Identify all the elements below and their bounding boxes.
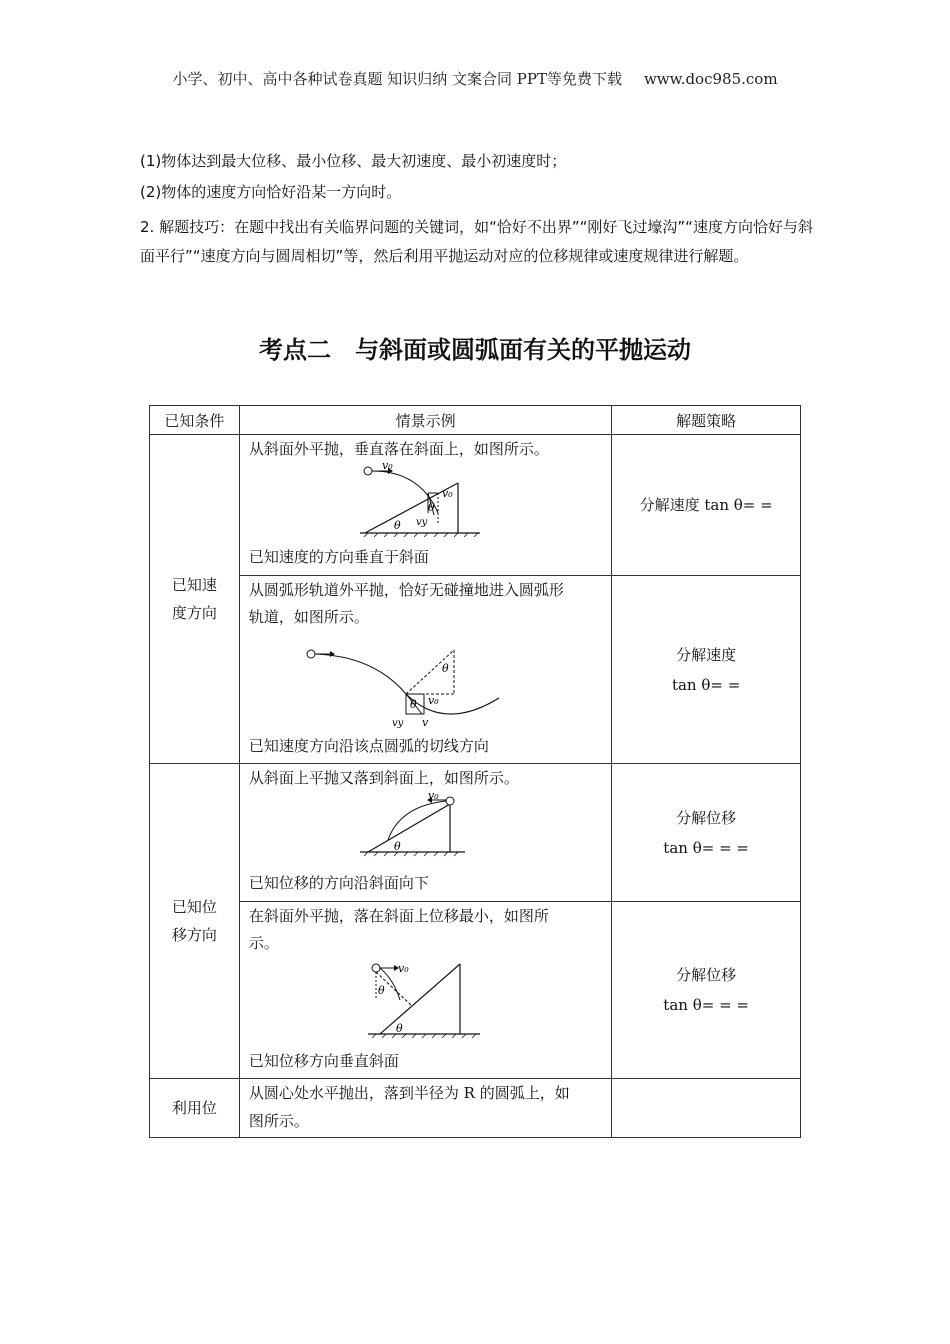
- table-row: [150, 576, 801, 764]
- label-vy: vy: [415, 517, 428, 528]
- scene-cell: [239, 764, 611, 902]
- scene-text: 从斜面外平抛，垂直落在斜面上，如图所示。: [248, 440, 549, 458]
- scene-text: 图所示。: [248, 1112, 309, 1130]
- label-theta: θ: [393, 519, 401, 532]
- scene-caption: 已知速度方向沿该点圆弧的切线方向: [248, 737, 489, 755]
- header-strategy: 解题策略: [612, 406, 801, 435]
- scene-caption: 已知速度的方向垂直于斜面: [248, 548, 429, 566]
- header-text: 小学、初中、高中各种试卷真题 知识归纳 文案合同 PPT等免费下载: [172, 70, 622, 88]
- scene-text: 示。: [248, 934, 279, 952]
- header-condition: 已知条件: [150, 406, 240, 435]
- paragraph-2: (2)物体的速度方向恰好沿某一方向时。: [140, 183, 402, 201]
- scene-caption: 已知位移方向垂直斜面: [248, 1052, 399, 1070]
- figure-arc-tangent: [304, 642, 504, 728]
- scene-caption: 已知位移的方向沿斜面向下: [248, 874, 429, 892]
- header-site[interactable]: www.doc985.com: [643, 70, 778, 88]
- label-theta2: θ: [427, 501, 435, 514]
- label-v0: v₀: [427, 792, 439, 802]
- label-theta2: θ: [409, 698, 417, 711]
- table-header-row: [150, 406, 801, 435]
- scene-text: 从斜面上平抛又落到斜面上，如图所示。: [248, 769, 519, 787]
- strategy-table: [149, 405, 801, 1138]
- scene-cell: [239, 576, 611, 764]
- scene-text: 轨道，如图所示。: [248, 608, 369, 626]
- strategy-cell: 分解速度 tan θ= =: [612, 435, 801, 576]
- section-title: [0, 330, 950, 365]
- table-row: [150, 764, 801, 902]
- figure-min-displacement: [368, 960, 488, 1040]
- label-theta: θ: [377, 984, 385, 997]
- strategy-cell: 分解位移 tan θ= = =: [612, 902, 801, 1079]
- paragraph-3: 2. 解题技巧：在题中找出有关临界问题的关键词，如“恰好不出界”“刚好飞过壕沟”“速度方向恰好与斜面平行”“速度方向与圆周相切”等，然后利用平抛运动对应的位移规律或速度规律进行解题。: [140, 218, 813, 265]
- paragraph-1: (1)物体达到最大位移、最小位移、最大初速度、最小初速度时；: [140, 152, 567, 170]
- label-v0: v₀: [427, 694, 439, 707]
- scene-cell: [239, 435, 611, 576]
- section-title-label: 考点二: [259, 336, 331, 364]
- label-vy: vy: [391, 718, 404, 728]
- table-row: [150, 435, 801, 576]
- scene-text: 从圆心处水平抛出，落到半径为 R 的圆弧上，如: [248, 1084, 570, 1102]
- scene-text: 从圆弧形轨道外平抛，恰好无碰撞地进入圆弧形: [248, 581, 564, 599]
- label-theta: θ: [441, 662, 449, 675]
- label-v: v: [421, 716, 429, 728]
- scene-text: 在斜面外平抛，落在斜面上位移最小，如图所: [248, 907, 549, 925]
- figure-incline-to-incline: [360, 792, 470, 858]
- scene-cell: [239, 902, 611, 1079]
- label-v0: v₀: [381, 463, 393, 472]
- header-scene: 情景示例: [239, 406, 611, 435]
- condition-position: 利用位: [150, 1079, 240, 1138]
- condition-displacement: 已知位 移方向: [150, 764, 240, 1079]
- table-row: [150, 902, 801, 1079]
- strategy-cell: [612, 1079, 801, 1138]
- strategy-cell: 分解位移 tan θ= = =: [612, 764, 801, 902]
- section-title-text: 与斜面或圆弧面有关的平抛运动: [355, 336, 691, 364]
- label-theta: θ: [393, 840, 401, 853]
- strategy-cell: 分解速度 tan θ= =: [612, 576, 801, 764]
- label-theta2: θ: [395, 1022, 403, 1035]
- page-header: [0, 68, 950, 89]
- label-v0b: v₀: [441, 487, 453, 500]
- label-v0: v₀: [397, 962, 409, 975]
- condition-velocity: 已知速 度方向: [150, 435, 240, 764]
- table-row: [150, 1079, 801, 1138]
- figure-incline-perpendicular: [360, 463, 490, 537]
- scene-cell: [239, 1079, 611, 1138]
